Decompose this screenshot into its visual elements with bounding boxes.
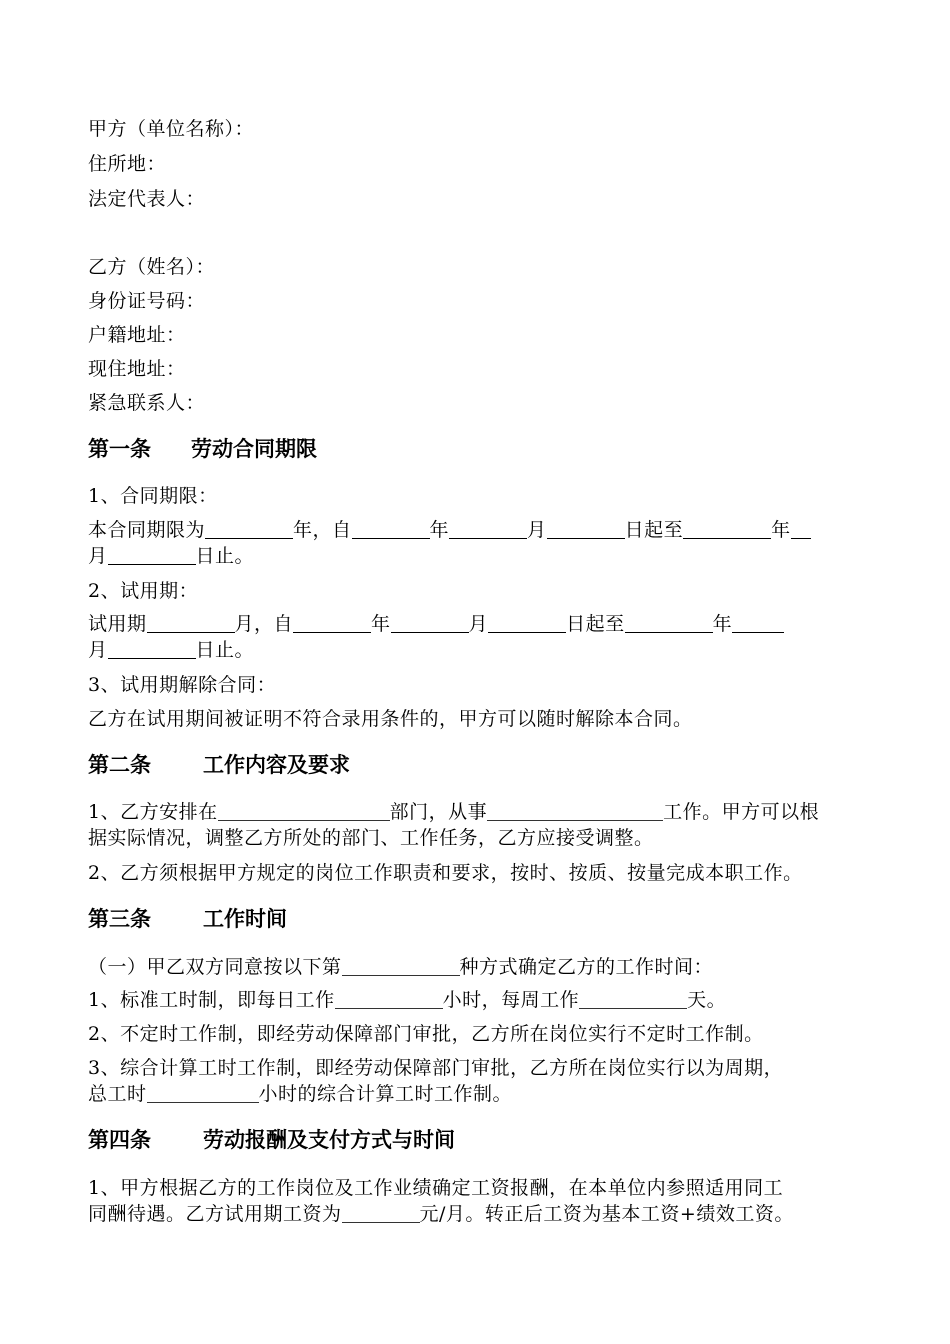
article-2-p1-line1 xyxy=(88,799,868,825)
article-3-p2: 2、不定时工作制，即经劳动保障部门审批，乙方所在岗位实行不定时工作制。 xyxy=(88,1023,764,1045)
blank-field[interactable] xyxy=(625,612,713,633)
article-1-title: 劳动合同期限 xyxy=(191,437,317,461)
article-4-heading xyxy=(88,1125,455,1155)
text-segment: 小时，每周工作 xyxy=(442,989,580,1011)
article-4-number: 第四条 xyxy=(88,1128,151,1152)
blank-field[interactable] xyxy=(547,518,625,539)
article-4-p1-line2 xyxy=(88,1201,868,1227)
article-1-s3-text: 乙方在试用期间被证明不符合录用条件的，甲方可以随时解除本合同。 xyxy=(88,708,693,730)
blank-field[interactable] xyxy=(488,612,566,633)
blank-field[interactable] xyxy=(108,638,196,659)
text-segment: （一）甲乙双方同意按以下第 xyxy=(88,956,342,978)
party-b-id-label: 身份证号码： xyxy=(88,290,206,312)
article-1-number: 第一条 xyxy=(88,437,151,461)
article-2-p2: 2、乙方须根据甲方规定的岗位工作职责和要求，按时、按质、按量完成本职工作。 xyxy=(88,862,803,884)
blank-field[interactable] xyxy=(683,518,771,539)
article-1-s3-label: 3、试用期解除合同： xyxy=(88,674,277,696)
article-1-heading xyxy=(88,434,317,464)
article-2-heading xyxy=(88,750,350,780)
article-2-title: 工作内容及要求 xyxy=(203,753,350,777)
blank-field[interactable] xyxy=(335,988,443,1009)
article-1-s2-line2 xyxy=(88,637,868,663)
blank-field[interactable] xyxy=(293,612,371,633)
article-2-p1-line2: 据实际情况，调整乙方所处的部门、工作任务，乙方应接受调整。 xyxy=(88,827,654,849)
blank-field[interactable] xyxy=(342,1202,420,1223)
text-segment: 工作。甲方可以根 xyxy=(663,801,820,823)
party-b-name-label: 乙方（姓名）： xyxy=(88,256,216,278)
text-segment: 日止。 xyxy=(195,639,255,661)
article-4-title: 劳动报酬及支付方式与时间 xyxy=(203,1128,455,1152)
text-segment: 年 xyxy=(429,519,450,541)
party-a-name-label: 甲方（单位名称）： xyxy=(88,118,255,140)
article-3-p0 xyxy=(88,954,868,980)
blank-field[interactable] xyxy=(342,955,460,976)
article-1-s2-label: 2、试用期： xyxy=(88,580,199,602)
text-segment: 年 xyxy=(371,613,391,635)
text-segment: 同酬待遇。乙方试用期工资为 xyxy=(88,1203,342,1225)
article-3-p3-line1: 3、综合计算工时工作制，即经劳动保障部门审批，乙方所在岗位实行以为周期， xyxy=(88,1057,784,1079)
article-3-p1 xyxy=(88,987,868,1013)
text-segment: 1、标准工时制，即每日工作 xyxy=(88,989,335,1011)
blank-field[interactable] xyxy=(579,988,687,1009)
text-segment: 天。 xyxy=(687,989,727,1011)
text-segment: 月 xyxy=(527,519,547,541)
article-3-number: 第三条 xyxy=(88,907,151,931)
blank-field[interactable] xyxy=(352,518,430,539)
party-a-representative-label: 法定代表人： xyxy=(88,188,206,210)
text-segment: 种方式确定乙方的工作时间： xyxy=(459,956,714,978)
text-segment: 月 xyxy=(468,613,489,635)
article-4-p1-line1: 1、甲方根据乙方的工作岗位及工作业绩确定工资报酬，在本单位内参照适用同工 xyxy=(88,1177,784,1199)
text-segment: 总工时 xyxy=(88,1083,147,1105)
article-1-s1-label: 1、合同期限： xyxy=(88,485,218,507)
text-segment: 年 xyxy=(771,519,791,541)
article-1-s1-line2 xyxy=(88,543,868,569)
text-segment: 日起至 xyxy=(624,519,684,541)
blank-field[interactable] xyxy=(205,518,293,539)
blank-field[interactable] xyxy=(108,544,196,565)
text-segment: 日止。 xyxy=(195,545,255,567)
text-segment: 月 xyxy=(88,545,108,567)
article-3-heading xyxy=(88,904,287,934)
text-segment: 本合同期限为 xyxy=(88,519,206,541)
text-segment: 部门，从事 xyxy=(389,801,488,823)
blank-field[interactable] xyxy=(218,800,390,821)
text-segment: 月，自 xyxy=(234,613,294,635)
blank-field[interactable] xyxy=(449,518,527,539)
article-1-s2-line1 xyxy=(88,611,868,637)
party-b-household-label: 户籍地址： xyxy=(88,324,186,346)
text-segment: 1、乙方安排在 xyxy=(88,801,218,823)
text-segment: 试用期 xyxy=(88,613,147,635)
text-segment: 小时的综合计算工时工作制。 xyxy=(258,1083,513,1105)
blank-field[interactable] xyxy=(147,612,235,633)
blank-field[interactable] xyxy=(391,612,469,633)
article-3-title: 工作时间 xyxy=(203,907,287,931)
article-2-number: 第二条 xyxy=(88,753,151,777)
blank-field[interactable] xyxy=(791,518,811,539)
article-1-s1-line1 xyxy=(88,517,868,543)
party-a-address-label: 住所地： xyxy=(88,153,167,175)
text-segment: 年，自 xyxy=(293,519,352,541)
text-segment: 日起至 xyxy=(566,613,625,635)
party-b-current-address-label: 现住地址： xyxy=(88,358,186,380)
party-b-emergency-contact-label: 紧急联系人： xyxy=(88,392,206,414)
text-segment: 元/月。转正后工资为基本工资+绩效工资。 xyxy=(419,1203,794,1225)
blank-field[interactable] xyxy=(487,800,663,821)
blank-field[interactable] xyxy=(732,612,784,633)
blank-field[interactable] xyxy=(147,1082,259,1103)
article-3-p3-line2 xyxy=(88,1081,868,1107)
text-segment: 年 xyxy=(712,613,733,635)
text-segment: 月 xyxy=(88,639,108,661)
